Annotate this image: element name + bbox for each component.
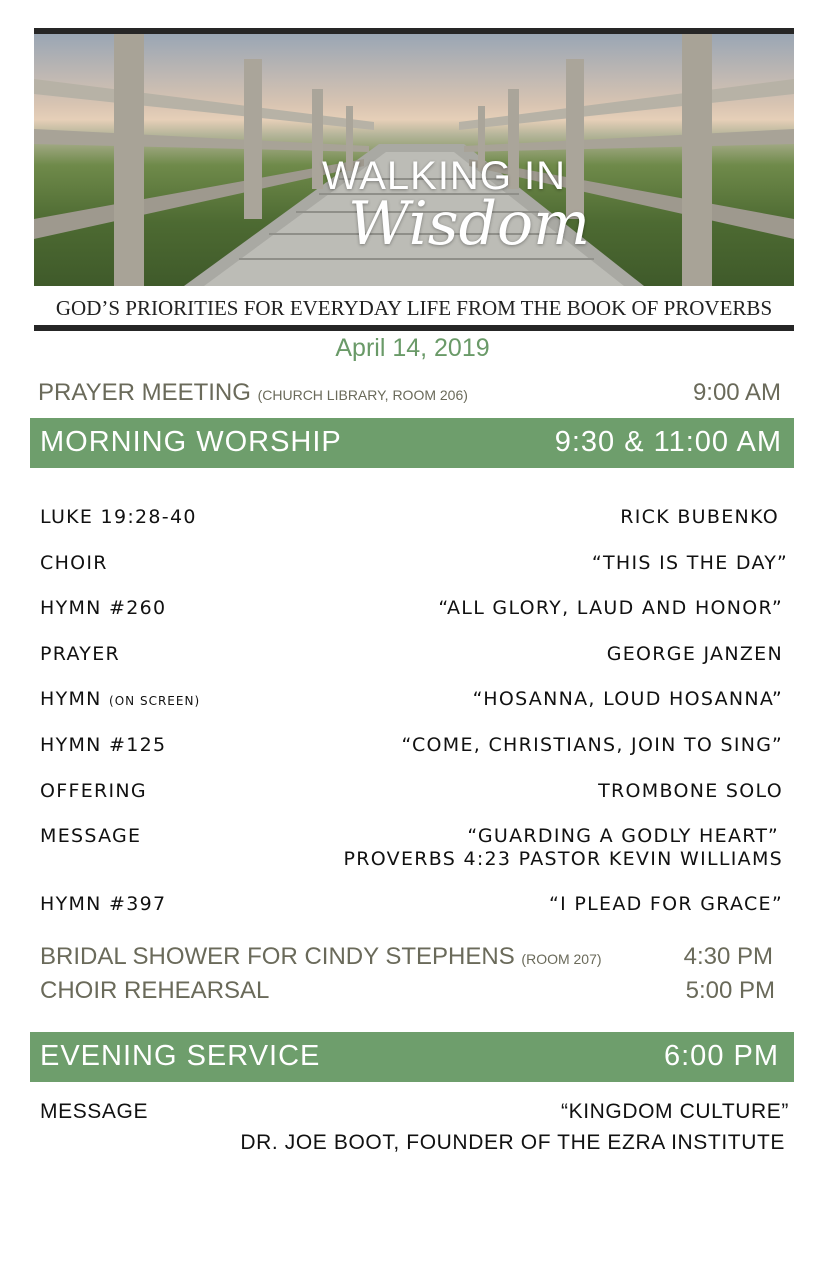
item-label: PRAYER xyxy=(40,643,121,665)
evening-service-header xyxy=(30,1032,794,1082)
item-value: “ALL GLORY, LAUD AND HONOR” xyxy=(438,597,783,619)
choir-rehearsal-time: 5:00 PM xyxy=(685,977,775,1004)
list-item xyxy=(40,643,783,671)
item-label: HYMN #260 xyxy=(40,597,167,619)
item-label: LUKE 19:28-40 xyxy=(40,506,197,528)
choir-rehearsal-event: CHOIR REHEARSAL xyxy=(40,977,270,1004)
item-label: MESSAGE xyxy=(40,825,142,847)
prayer-meeting-location: (CHURCH LIBRARY, ROOM 206) xyxy=(257,387,468,403)
event-note: (ROOM 207) xyxy=(521,951,602,967)
item-label: HYMN #125 xyxy=(40,734,167,756)
service-date: April 14, 2019 xyxy=(335,334,490,362)
list-item xyxy=(40,597,783,625)
banner-title-line1: WALKING IN xyxy=(321,154,567,198)
item-value: RICK BUBENKO xyxy=(620,506,779,528)
event-label: BRIDAL SHOWER FOR CINDY STEPHENS xyxy=(40,943,515,970)
item-value: “I PLEAD FOR GRACE” xyxy=(549,893,783,915)
prayer-meeting-label: PRAYER MEETING xyxy=(38,379,251,406)
item-value: “COME, CHRISTIANS, JOIN TO SING” xyxy=(401,734,783,756)
item-value: “THIS IS THE DAY” xyxy=(591,552,788,574)
bridal-shower-event xyxy=(40,943,602,971)
bridal-shower-time: 4:30 PM xyxy=(683,943,773,970)
item-value: GEORGE JANZEN xyxy=(606,643,783,665)
evening-message-label: MESSAGE xyxy=(40,1100,149,1123)
prayer-meeting-time: 9:00 AM xyxy=(692,379,781,406)
bottom-rule xyxy=(34,325,794,331)
evening-service-title: EVENING SERVICE xyxy=(40,1040,321,1072)
list-item xyxy=(40,552,788,580)
banner-title-line2: Wisdom xyxy=(347,189,591,259)
evening-message-title: “KINGDOM CULTURE” xyxy=(561,1100,789,1123)
item-note: (ON SCREEN) xyxy=(109,694,201,708)
item-label: HYMN #397 xyxy=(40,893,167,915)
list-item xyxy=(40,825,783,875)
item-value-detail: PROVERBS 4:23 PASTOR KEVIN WILLIAMS xyxy=(343,848,783,870)
morning-worship-title: MORNING WORSHIP xyxy=(40,426,342,458)
item-label: OFFERING xyxy=(40,780,147,802)
evening-speaker: DR. JOE BOOT, FOUNDER OF THE EZRA INSTITUTE xyxy=(240,1131,785,1154)
item-value: “GUARDING A GODLY HEART” xyxy=(467,825,779,847)
item-value: TROMBONE SOLO xyxy=(598,780,783,802)
prayer-meeting xyxy=(38,379,468,407)
list-item xyxy=(40,780,783,808)
list-item xyxy=(40,506,783,534)
banner-image xyxy=(34,34,794,286)
item-label: CHOIR xyxy=(40,552,108,574)
morning-worship-header xyxy=(30,418,794,468)
list-item xyxy=(40,893,783,921)
banner-subtitle: GOD’S PRIORITIES FOR EVERYDAY LIFE FROM THE BOOK OF PROVERBS xyxy=(55,296,773,320)
list-item xyxy=(40,688,783,716)
evening-service-time: 6:00 PM xyxy=(664,1040,779,1072)
item-label: HYMN (ON SCREEN) xyxy=(40,688,201,710)
list-item xyxy=(40,734,783,762)
item-value: “HOSANNA, LOUD HOSANNA” xyxy=(472,688,783,710)
morning-worship-time: 9:30 & 11:00 AM xyxy=(554,426,782,458)
